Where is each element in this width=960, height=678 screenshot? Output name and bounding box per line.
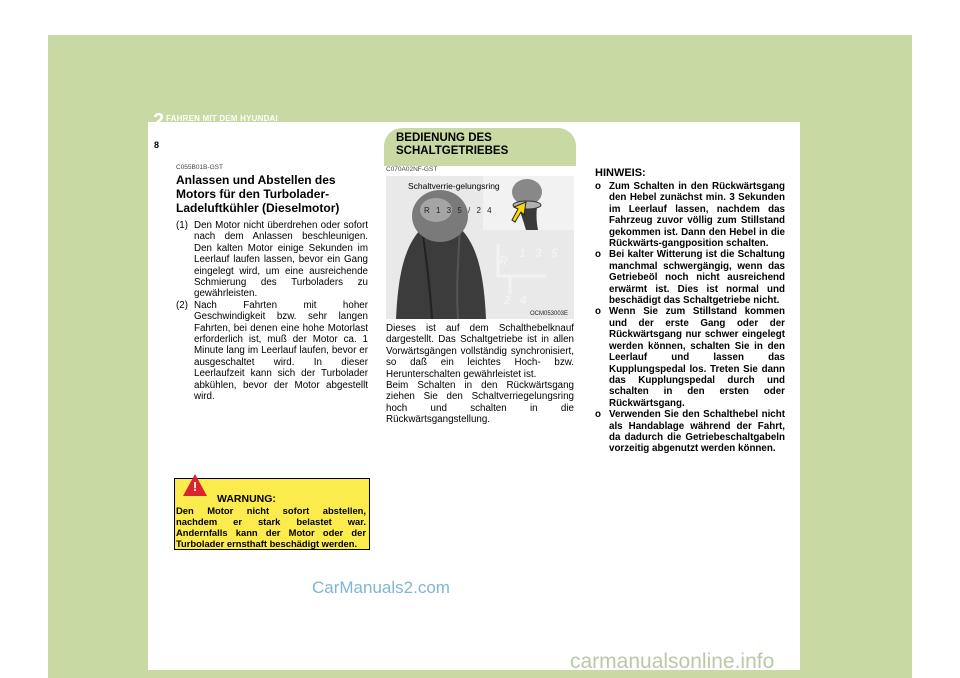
list-item-marker: (1) (176, 220, 188, 231)
list-item-text: Wenn Sie zum Stillstand kommen und der erste Gang oder der Rückwärtsgang nur schwer eingelegt werden können, schalten Sie in den Leerlauf und lassen das Kupplungspedal los. Treten Sie dann das Kupplungspedal durch und schalten in den ersten oder Rückwärtsgang. (609, 306, 785, 409)
list-item (176, 300, 368, 403)
list-item-marker: o (595, 409, 601, 421)
note-title: HINWEIS: (595, 167, 646, 179)
watermark-carmanualsonline[interactable]: carmanualsonline.info (570, 650, 775, 673)
note-section (595, 167, 785, 455)
gear-shift-illustration (386, 176, 574, 319)
paragraph: Beim Schalten in den Rückwärtsgang ziehen Sie den Schaltverriegelungsring hoch und schalten in die Rückwärtsgangstellung. (386, 380, 574, 426)
list-item-marker: o (595, 181, 601, 192)
section-title: FAHREN MIT DEM HYUNDAI (166, 114, 278, 123)
list-item (595, 409, 785, 455)
list-item-text: Zum Schalten in den Rückwärtsgang den Hebel zunächst min. 3 Sekunden im Leerlauf lassen, nachdem das Fahrzeug zuvor völlig zum Stillstand gekommen ist. Dann den Hebel in die Rückwärts-gangposition schalten. (609, 181, 785, 250)
page-number: 8 (154, 140, 160, 150)
list-item-text: Nach Fahrten mit hoher Geschwindigkeit bzw. sehr langen Fahrten, bei denen eine hohe Motorlast erforderlich ist, muß der Motor ca. 1 Minute lang im Leerlauf laufen, bevor er ausgeschaltet wird. In dieser Leerlaufzeit kann sich der Turbolader abkühlen, bevor der Motor abgestellt wird. (194, 299, 368, 403)
warning-title: WARNUNG: (217, 493, 276, 505)
list-item (595, 181, 785, 249)
left-section-title: Anlassen und Abstellen des Motors für den Turbolader-Ladeluftkühler (Dieselmotor) (176, 173, 340, 215)
list-item-text: Bei kalter Witterung ist die Schaltung manchmal schwergängig, wenn das Getriebeöl noch nicht ausreichend erwärmt ist. Dies ist normal und beschädigt das Schaltgetriebe nicht. (609, 249, 785, 307)
gear-label-r: R (499, 254, 508, 268)
warning-exclamation-icon: ! (192, 479, 198, 494)
list-item-text: Verwenden Sie den Schalthebel nicht als Handablage während der Fahrt, da dadurch die Getriebeschaltgabeln vorzeitig abgenutzt werden können. (609, 409, 785, 455)
lock-ring-label: Schaltverrie-gelungsring (408, 181, 500, 191)
gear-label-1: 1 (519, 246, 526, 260)
warning-text: Den Motor nicht sofort abstellen, nachdem er stark belastet war. Andernfalls kann der Motor oder der Turbolader ernsthaft beschädigt werden. (176, 505, 366, 549)
left-instruction-list (176, 220, 368, 403)
section-number: 2 (153, 110, 165, 132)
image-code: OCM053003E (530, 311, 569, 317)
middle-section-code: C070A02NF-GST (386, 166, 438, 173)
paragraph: Dieses ist auf dem Schalthebelknauf dargestellt. Das Schaltgetriebe ist in allen Vorwärtsgängen vollständig synchronisiert, so daß ein leichtes Hoch- bzw. Herunterschalten gewährleistet ist. (386, 323, 574, 380)
list-item (176, 220, 368, 300)
list-item-marker: o (595, 306, 601, 318)
list-item-text: Den Motor nicht überdrehen oder sofort nach dem Anlassen beschleunigen. Den kalten Motor einige Sekunden im Leerlauf laufen lassen, bevor ein Gang eingelegt wird, um eine ausreichende Schmierung des Turboladers zu gewährleisten. (194, 220, 368, 300)
middle-body-text (386, 323, 574, 426)
gear-shift-drawing (386, 176, 574, 319)
list-item (595, 249, 785, 306)
list-item-marker: (2) (176, 299, 188, 311)
gear-label-4: 4 (520, 293, 527, 307)
section-tab-title: BEDIENUNG DES SCHALTGETRIEBES (396, 132, 509, 157)
knob-pattern-label: R 1 3 5 / 2 4 (424, 206, 494, 215)
gear-label-2: 2 (504, 293, 511, 307)
gear-label-3: 3 (535, 246, 542, 260)
list-item (595, 306, 785, 409)
list-item-marker: o (595, 249, 601, 261)
left-section-code: C055B01B-GST (176, 164, 223, 171)
watermark-carmanuals2[interactable]: CarManuals2.com (312, 578, 450, 597)
gear-label-5: 5 (551, 246, 558, 260)
